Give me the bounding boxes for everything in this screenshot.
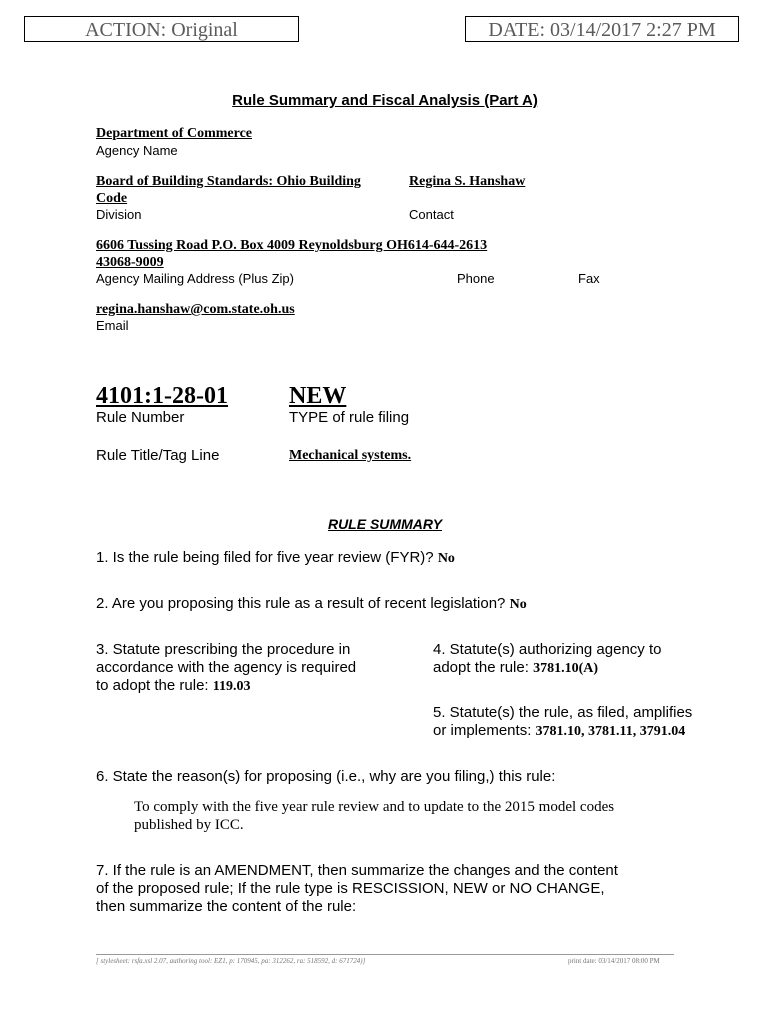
rule-number-label: Rule Number — [96, 409, 185, 426]
address-value-line1: 6606 Tussing Road P.O. Box 4009 Reynoldsburg OH614-644-2613 — [96, 238, 488, 253]
division-label: Division — [96, 207, 142, 222]
question-5-answer: 3781.10, 3781.11, 3791.04 — [535, 724, 686, 739]
question-2 — [96, 595, 527, 614]
footer-rule — [96, 954, 674, 955]
address-value-line2: 43068-9009 — [96, 255, 164, 270]
question-6-answer-line2: published by ICC. — [134, 817, 244, 833]
email-value: regina.hanshaw@com.state.oh.us — [96, 302, 295, 317]
question-5-line1: 5. Statute(s) the rule, as filed, amplifies — [433, 704, 693, 721]
action-box — [24, 16, 299, 42]
rule-title-value: Mechanical systems. — [289, 448, 412, 463]
date-box — [465, 16, 739, 42]
question-5 — [433, 704, 692, 741]
contact-label: Contact — [409, 207, 454, 222]
agency-name-value: Department of Commerce — [96, 126, 253, 141]
division-value-line2: Code — [96, 191, 128, 206]
question-1-text: 1. Is the rule being filed for five year review (FYR)? — [96, 549, 434, 566]
footer-right: print date: 03/14/2017 08:00 PM — [568, 957, 660, 965]
question-2-text: 2. Are you proposing this rule as a result of recent legislation? — [96, 595, 506, 612]
question-4-line2: adopt the rule: — [433, 659, 529, 676]
rule-summary-heading: RULE SUMMARY — [327, 516, 443, 532]
contact-value: Regina S. Hanshaw — [409, 174, 526, 189]
action-text: ACTION: Original — [85, 19, 238, 41]
division-value-line1: Board of Building Standards: Ohio Building — [96, 174, 361, 189]
question-3-line2: accordance with the agency is required — [96, 659, 357, 676]
email-label: Email — [96, 318, 129, 333]
question-3 — [96, 641, 356, 696]
question-6-text: 6. State the reason(s) for proposing (i.e., why are you filing,) this rule: — [96, 768, 556, 785]
question-5-line2: or implements: — [433, 722, 532, 739]
document-title: Rule Summary and Fiscal Analysis (Part A) — [232, 92, 538, 109]
date-text: DATE: 03/14/2017 2:27 PM — [488, 19, 716, 41]
question-6-answer-line1: To comply with the five year rule review and to update to the 2015 model codes — [134, 799, 615, 815]
fax-label: Fax — [578, 271, 600, 286]
footer-left: [ stylesheet: rsfa.xsl 2.07, authoring tool: EZ1, p: 170945, pa: 312262, ra: 518592, d: 671724)] — [96, 957, 366, 965]
question-4 — [433, 641, 661, 678]
rule-title-label: Rule Title/Tag Line — [96, 447, 220, 464]
rule-number-value: 4101:1-28-01 — [96, 383, 228, 409]
question-3-line3: to adopt the rule: — [96, 677, 209, 694]
question-7-line2: of the proposed rule; If the rule type is RESCISSION, NEW or NO CHANGE, — [96, 880, 605, 897]
question-2-answer: No — [509, 597, 527, 612]
agency-name-label: Agency Name — [96, 143, 178, 158]
address-label: Agency Mailing Address (Plus Zip) — [96, 271, 294, 286]
rule-type-label: TYPE of rule filing — [289, 409, 410, 426]
question-1 — [96, 549, 455, 568]
question-1-answer: No — [437, 551, 455, 566]
question-6-answer — [134, 798, 614, 834]
question-4-answer: 3781.10(A) — [533, 661, 599, 676]
question-3-answer: 119.03 — [212, 679, 251, 694]
question-7-line3: then summarize the content of the rule: — [96, 898, 357, 915]
question-4-line1: 4. Statute(s) authorizing agency to — [433, 641, 662, 658]
question-3-line1: 3. Statute prescribing the procedure in — [96, 641, 351, 658]
phone-label: Phone — [457, 271, 495, 286]
question-7 — [96, 862, 618, 916]
rule-type-value: NEW — [289, 383, 347, 409]
question-7-line1: 7. If the rule is an AMENDMENT, then summarize the changes and the content — [96, 862, 618, 879]
